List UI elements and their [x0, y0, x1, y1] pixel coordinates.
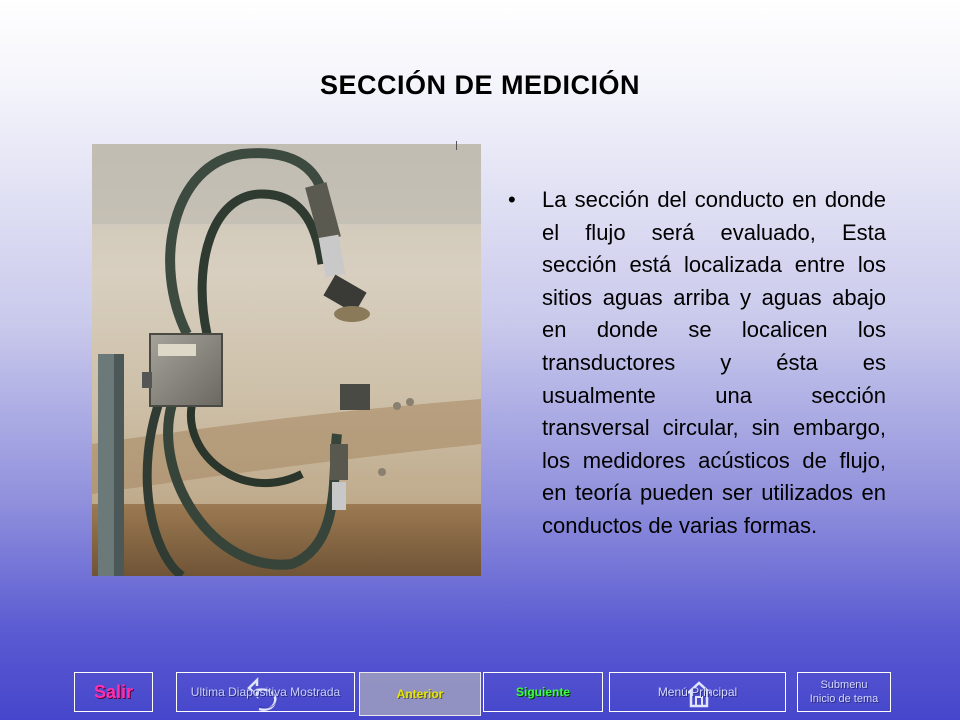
submenu-button[interactable] [797, 672, 891, 712]
anterior-label: Anterior [396, 687, 444, 701]
bullet-marker: • [508, 187, 516, 212]
siguiente-button[interactable] [483, 672, 603, 712]
siguiente-label: Siguiente [515, 685, 570, 699]
menu-principal-label: Menú Principal [657, 685, 738, 699]
bullet-text: La sección del conducto en donde el flujo será evaluado, Esta sección está localizada entre los sitios aguas arriba y aguas abajo en donde se localicen los transductores y ésta es usualmente una sección transversal circular, sin embargo, los medidores acústicos de flujo, en teoría pueden ser utilizados en conductos de varias formas. [542, 187, 886, 538]
menu-principal-button[interactable] [609, 672, 786, 712]
salir-button[interactable] [74, 672, 153, 712]
navigation-bar [0, 670, 960, 720]
anterior-button[interactable] [359, 672, 481, 716]
ultima-diapositiva-label: Ultima Diapositiva Mostrada [190, 685, 341, 699]
submenu-label: Submenu [820, 679, 868, 691]
salir-label: Salir [93, 681, 134, 702]
slide-title: SECCIÓN DE MEDICIÓN [319, 70, 641, 100]
ultima-diapositiva-button[interactable] [176, 672, 355, 712]
inicio-de-tema-label: Inicio de tema [809, 693, 879, 705]
bullet-item [508, 184, 886, 543]
image-marker [456, 141, 457, 150]
ultrasonic-transducer-photo [92, 144, 481, 576]
